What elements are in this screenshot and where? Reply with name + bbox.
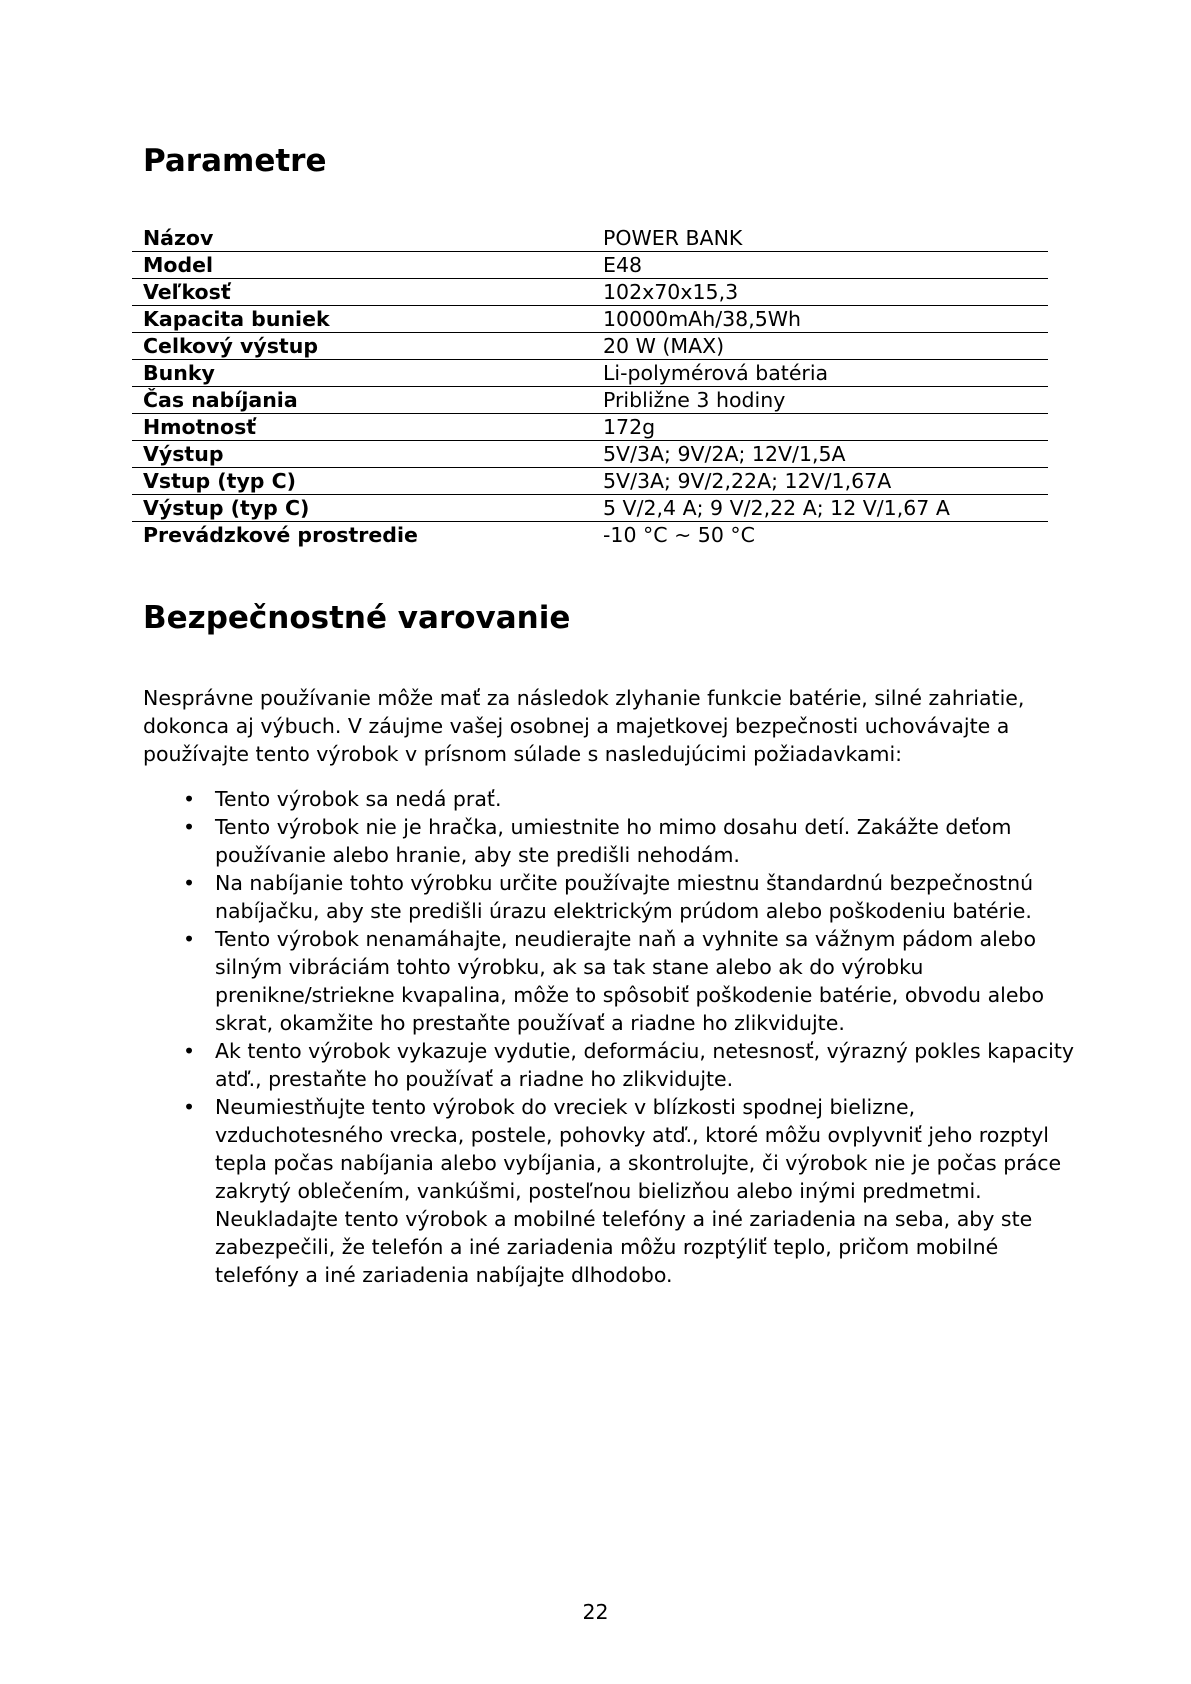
table-row bbox=[132, 522, 1048, 549]
safety-heading: Bezpečnostné varovanie bbox=[143, 600, 571, 636]
bullet-icon: • bbox=[182, 927, 196, 951]
list-item bbox=[182, 813, 1075, 869]
parameter-label: Model bbox=[143, 253, 214, 277]
parameter-label: Prevádzkové prostredie bbox=[143, 523, 418, 547]
page-number: 22 bbox=[582, 1600, 609, 1624]
list-item bbox=[182, 1093, 1075, 1289]
parameter-value: 172g bbox=[603, 415, 656, 439]
bullet-icon: • bbox=[182, 787, 196, 811]
parameter-value: POWER BANK bbox=[603, 226, 743, 250]
parameter-label: Celkový výstup bbox=[143, 334, 319, 358]
parameter-label: Bunky bbox=[143, 361, 215, 385]
table-row bbox=[132, 333, 1048, 360]
list-item-text: Tento výrobok nie je hračka, umiestnite ho mimo dosahu detí. Zakážte deťom používanie alebo hranie, aby ste predišli nehodám. bbox=[215, 815, 1012, 867]
bullet-icon: • bbox=[182, 1095, 196, 1119]
list-item bbox=[182, 1037, 1075, 1093]
parameter-value: 5V/3A; 9V/2,22A; 12V/1,67A bbox=[603, 469, 892, 493]
list-item-text: Ak tento výrobok vykazuje vydutie, deformáciu, netesnosť, výrazný pokles kapacity atď., prestaňte ho používať a riadne ho zlikvidujte. bbox=[215, 1039, 1075, 1091]
list-item-text: Na nabíjanie tohto výrobku určite používajte miestnu štandardnú bezpečnostnú nabíjačku, aby ste predišli úrazu elektrickým prúdom alebo poškodeniu batérie. bbox=[215, 871, 1034, 923]
list-item bbox=[182, 869, 1075, 925]
parameter-value: 20 W (MAX) bbox=[603, 334, 725, 358]
list-item-text: Tento výrobok sa nedá prať. bbox=[215, 787, 502, 811]
list-item bbox=[182, 785, 1075, 813]
table-row bbox=[132, 468, 1048, 495]
list-item-text: Tento výrobok nenamáhajte, neudierajte naň a vyhnite sa vážnym pádom alebo silným vibráciám tohto výrobku, ak sa tak stane alebo ak do výrobku prenikne/striekne kvapalina, môže to spôsobiť poškodenie batérie, obvodu alebo skrat, okamžite ho prestaňte používať a riadne ho zlikvidujte. bbox=[215, 927, 1044, 1035]
parameter-value: Li-polymérová batéria bbox=[603, 361, 829, 385]
safety-bullet-list bbox=[182, 785, 1075, 1289]
table-row bbox=[132, 252, 1048, 279]
parameter-label: Čas nabíjania bbox=[143, 388, 298, 412]
bullet-icon: • bbox=[182, 1039, 196, 1063]
parameter-label: Výstup bbox=[143, 442, 224, 466]
table-row bbox=[132, 306, 1048, 333]
list-item-text: Neumiestňujte tento výrobok do vreciek v blízkosti spodnej bielizne, vzduchotesného vrecka, postele, pohovky atď., ktoré môžu ovplyvniť jeho rozptyl tepla počas nabíjania alebo vybíjania, a skontrolujte, či výrobok nie je počas práce zakrytý oblečením, vankúšmi, posteľnou bielizňou alebo inými predmetmi. Neukladajte tento výrobok a mobilné telefóny a iné zariadenia na seba, aby ste zabezpečili, že telefón a iné zariadenia môžu rozptýliť teplo, pričom mobilné telefóny a iné zariadenia nabíjajte dlhodobo. bbox=[215, 1095, 1062, 1287]
table-row bbox=[132, 360, 1048, 387]
table-row bbox=[132, 441, 1048, 468]
parameter-label: Vstup (typ C) bbox=[143, 469, 297, 493]
table-row bbox=[132, 225, 1048, 252]
parameter-label: Názov bbox=[143, 226, 214, 250]
safety-intro-paragraph: Nesprávne používanie môže mať za následok zlyhanie funkcie batérie, silné zahriatie, dokonca aj výbuch. V záujme vašej osobnej a majetkovej bezpečnosti uchovávajte a používajte tento výrobok v prísnom súlade s nasledujúcimi požiadavkami: bbox=[143, 686, 1025, 766]
parameter-label: Hmotnosť bbox=[143, 415, 257, 439]
parameter-value: 5 V/2,4 A; 9 V/2,22 A; 12 V/1,67 A bbox=[603, 496, 950, 520]
parameter-value: -10 °C ~ 50 °C bbox=[603, 523, 755, 547]
parameter-value: 102x70x15,3 bbox=[603, 280, 739, 304]
parameters-table bbox=[132, 225, 1048, 548]
parameter-value: Približne 3 hodiny bbox=[603, 388, 786, 412]
table-row bbox=[132, 495, 1048, 522]
parameter-label: Kapacita buniek bbox=[143, 307, 330, 331]
bullet-icon: • bbox=[182, 815, 196, 839]
parameter-label: Veľkosť bbox=[143, 280, 231, 304]
parameters-heading: Parametre bbox=[143, 143, 327, 179]
table-row bbox=[132, 279, 1048, 306]
table-row bbox=[132, 414, 1048, 441]
parameter-value: E48 bbox=[603, 253, 643, 277]
parameter-value: 10000mAh/38,5Wh bbox=[603, 307, 802, 331]
parameter-value: 5V/3A; 9V/2A; 12V/1,5A bbox=[603, 442, 846, 466]
parameter-label: Výstup (typ C) bbox=[143, 496, 310, 520]
table-row bbox=[132, 387, 1048, 414]
list-item bbox=[182, 925, 1075, 1037]
bullet-icon: • bbox=[182, 871, 196, 895]
